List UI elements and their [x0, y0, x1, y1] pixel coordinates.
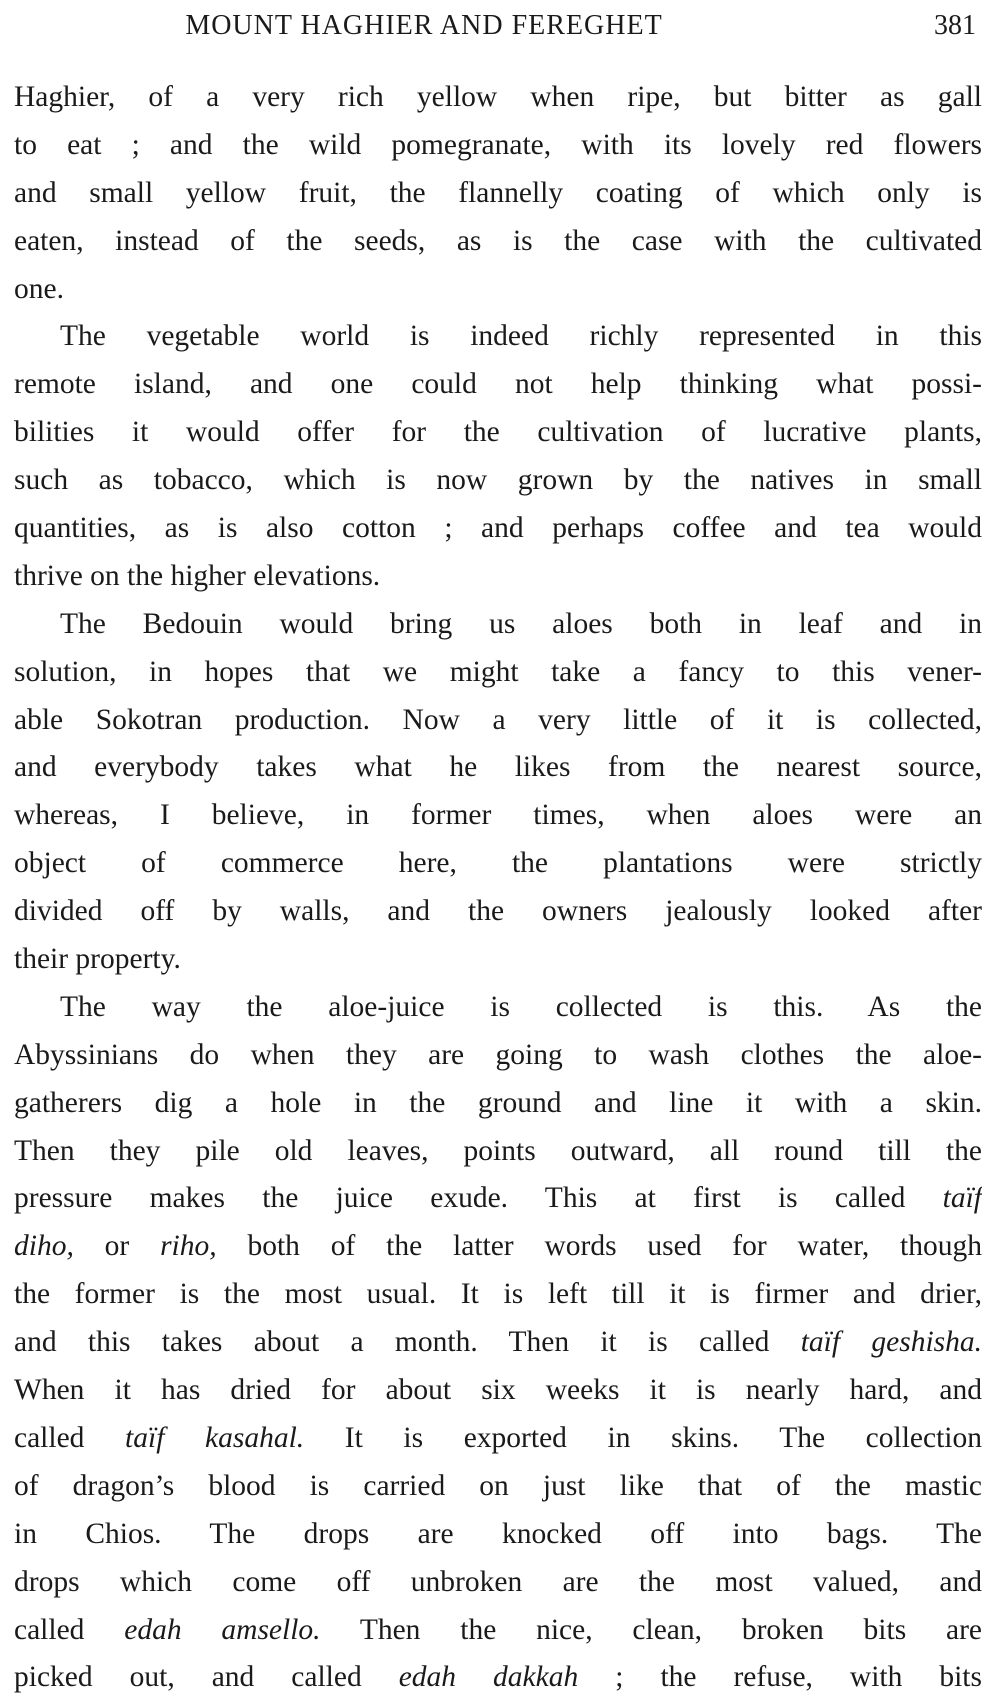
italic-term: diho, — [14, 1230, 74, 1263]
text-segment: eaten, instead of the seeds, as is the case with the cultivated — [14, 224, 982, 257]
text-segment: and everybody takes what he likes from the nearest source, — [14, 751, 982, 784]
text-segment: called — [14, 1421, 126, 1454]
text-segment: or — [73, 1230, 161, 1263]
text-line — [14, 936, 982, 984]
text-segment: both of the latter words used for water, though — [216, 1230, 982, 1263]
text-segment: able Sokotran production. Now a very little of it is collected, — [14, 703, 982, 736]
text-segment: the former is the most usual. It is left till it is firmer and drier, — [14, 1278, 982, 1311]
text-line — [14, 122, 982, 170]
text-line — [14, 1607, 982, 1655]
text-line — [14, 1223, 982, 1271]
text-segment: drops which come off unbroken are the most valued, and — [14, 1565, 982, 1598]
italic-term: edah amsello. — [124, 1613, 321, 1646]
page-number: 381 — [934, 10, 976, 41]
text-line — [14, 697, 982, 745]
text-segment: such as tobacco, which is now grown by the natives in small — [14, 464, 982, 497]
text-line — [14, 218, 982, 266]
italic-term: taïf geshisha. — [800, 1326, 982, 1359]
text-segment: thrive on the higher elevations. — [14, 559, 381, 592]
text-line — [14, 1271, 982, 1319]
running-title: MOUNT HAGHIER AND FEREGHET — [185, 10, 663, 41]
text-segment: The vegetable world is indeed richly represented in this — [60, 320, 982, 353]
text-line — [14, 744, 982, 792]
text-line — [14, 1175, 982, 1223]
paragraph — [14, 74, 982, 313]
text-line — [14, 1367, 982, 1415]
text-line — [14, 792, 982, 840]
text-line — [14, 1654, 982, 1702]
text-line — [14, 840, 982, 888]
text-segment: object of commerce here, the plantations were strictly — [14, 847, 982, 880]
paragraph — [14, 601, 982, 984]
text-line — [14, 649, 982, 697]
text-segment: bilities it would offer for the cultivation of lucrative plants, — [14, 416, 982, 449]
text-line — [14, 1032, 982, 1080]
text-segment: to eat ; and the wild pomegranate, with its lovely red flowers — [14, 128, 982, 161]
text-segment: picked out, and called — [14, 1661, 399, 1694]
italic-term: taïf — [942, 1182, 982, 1215]
running-head — [14, 4, 982, 48]
text-segment: Then the nice, clean, broken bits are — [320, 1613, 982, 1646]
text-segment: of dragon’s blood is carried on just like that of the mastic — [14, 1469, 982, 1502]
text-segment: their property. — [14, 943, 181, 976]
text-segment: quantities, as is also cotton ; and perhaps coffee and tea would — [14, 512, 982, 545]
text-segment: The way the aloe-juice is collected is this. As the — [60, 990, 982, 1023]
paragraph — [14, 984, 982, 1702]
text-segment: in Chios. The drops are knocked off into bags. The — [14, 1517, 982, 1550]
text-segment: Abyssinians do when they are going to wash clothes the aloe- — [14, 1038, 982, 1071]
text-segment: gatherers dig a hole in the ground and line it with a skin. — [14, 1086, 982, 1119]
text-segment: and this takes about a month. Then it is called — [14, 1326, 801, 1359]
italic-term: taïf kasahal. — [125, 1421, 305, 1454]
text-segment: Haghier, of a very rich yellow when ripe, but bitter as gall — [14, 81, 982, 113]
text-line — [14, 266, 982, 314]
text-line — [14, 505, 982, 553]
italic-term: riho, — [160, 1230, 217, 1263]
text-line — [14, 1080, 982, 1128]
text-segment: pressure makes the juice exude. This at first is called — [14, 1182, 943, 1215]
text-segment: divided off by walls, and the owners jealously looked after — [14, 895, 982, 928]
text-segment: ; the refuse, with bits — [578, 1661, 982, 1694]
italic-term: edah dakkah — [398, 1661, 579, 1694]
text-line — [14, 313, 982, 361]
text-segment: When it has dried for about six weeks it is nearly hard, and — [14, 1374, 982, 1407]
text-line — [14, 409, 982, 457]
text-line — [14, 1128, 982, 1176]
text-segment: called — [14, 1613, 125, 1646]
text-segment: whereas, I believe, in former times, when aloes were an — [14, 799, 982, 832]
text-segment: remote island, and one could not help thinking what possi- — [14, 368, 982, 401]
text-line — [14, 888, 982, 936]
text-segment: It is exported in skins. The collection — [304, 1421, 982, 1454]
text-line — [14, 74, 982, 122]
paragraph — [14, 313, 982, 600]
text-segment: Then they pile old leaves, points outward, all round till the — [14, 1134, 982, 1167]
text-line — [14, 984, 982, 1032]
text-line — [14, 457, 982, 505]
text-line — [14, 553, 982, 601]
text-line — [14, 170, 982, 218]
text-line — [14, 1559, 982, 1607]
text-line — [14, 361, 982, 409]
text-line — [14, 1319, 982, 1367]
text-line — [14, 1463, 982, 1511]
text-line — [14, 1415, 982, 1463]
text-line — [14, 601, 982, 649]
text-segment: one. — [14, 272, 64, 305]
text-line — [14, 1511, 982, 1559]
text-segment: and small yellow fruit, the flannelly coating of which only is — [14, 176, 982, 209]
text-segment: The Bedouin would bring us aloes both in leaf and in — [60, 607, 982, 640]
text-body — [14, 74, 982, 1702]
text-segment: solution, in hopes that we might take a fancy to this vener- — [14, 655, 982, 688]
